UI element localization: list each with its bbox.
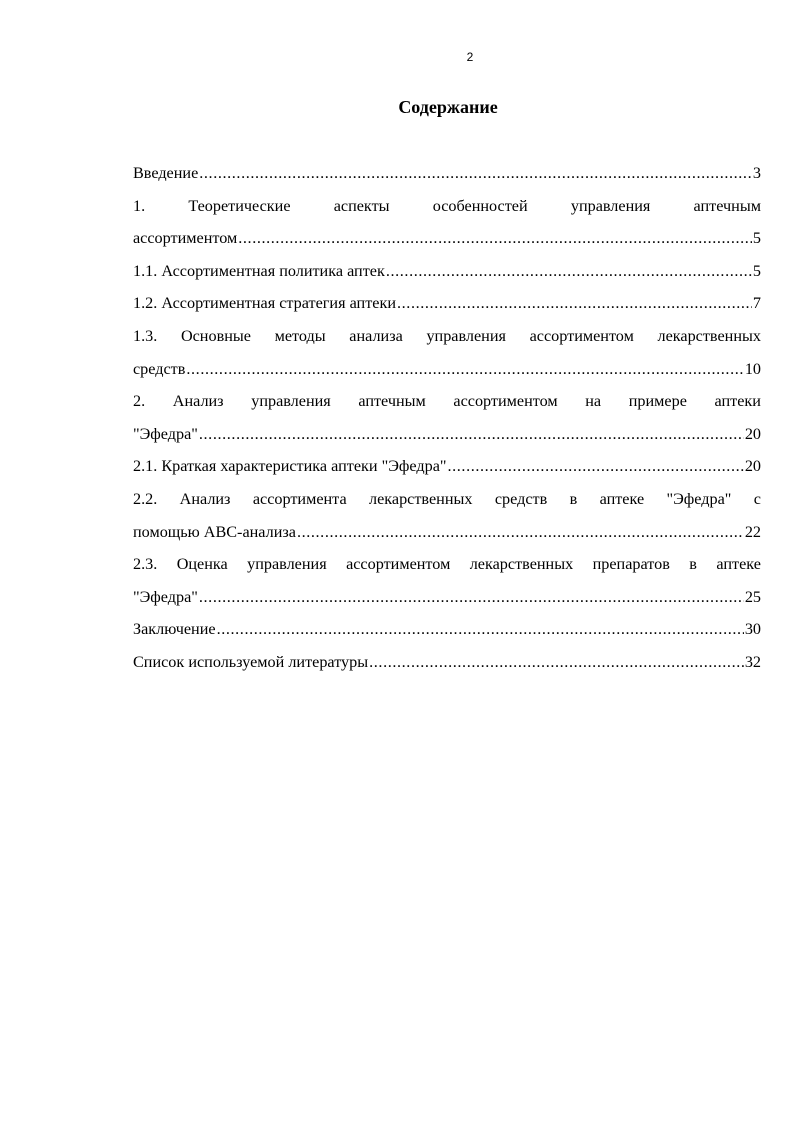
toc-page-number: 10 [744, 359, 761, 378]
toc-entry-line [133, 287, 761, 320]
table-of-contents [133, 157, 761, 679]
toc-heading-word: лекарственных [657, 326, 761, 345]
toc-heading-word: в [689, 555, 697, 574]
toc-entry[interactable] [133, 320, 761, 385]
toc-heading-word: в [569, 489, 578, 508]
toc-entry-line [133, 222, 761, 255]
toc-heading-word: аптечным [358, 392, 426, 411]
dot-leader [186, 353, 743, 386]
toc-heading-word: лекарственных [469, 555, 574, 574]
toc-entry-text: "Эфедра" [133, 424, 198, 443]
toc-entry-line [133, 353, 761, 386]
toc-heading-word: Анализ [179, 489, 231, 508]
toc-entry[interactable] [133, 385, 761, 450]
toc-heading-word: Оценка [176, 555, 228, 574]
toc-entry[interactable] [133, 483, 761, 548]
toc-heading-word: особенностей [432, 196, 528, 215]
toc-heading-word: 2.3. [133, 555, 158, 574]
toc-entry-heading-line [133, 548, 761, 581]
toc-entry[interactable] [133, 255, 761, 288]
toc-entry-text: помощью ABC-анализа [133, 522, 296, 541]
toc-entry-text: 1.1. Ассортиментная политика аптек [133, 261, 385, 280]
toc-page-number: 22 [744, 522, 761, 541]
dot-leader [397, 287, 752, 320]
dot-leader [199, 581, 744, 614]
toc-heading-word: 2. [133, 392, 146, 411]
toc-entry-heading-line [133, 320, 761, 353]
toc-heading-word: методы [274, 326, 326, 345]
toc-entry[interactable] [133, 190, 761, 255]
toc-heading-word: 1.3. [133, 326, 158, 345]
dot-leader [199, 418, 744, 451]
toc-page-number: 30 [744, 620, 761, 639]
toc-entry-text: 1.2. Ассортиментная стратегия аптеки [133, 294, 396, 313]
toc-heading-word: примере [628, 392, 687, 411]
toc-entry-line [133, 646, 761, 679]
toc-heading-word: анализа [349, 326, 403, 345]
toc-page-number: 5 [752, 229, 761, 248]
toc-entry-line [133, 450, 761, 483]
toc-heading-word: аптечным [693, 196, 761, 215]
toc-heading-word: с [753, 489, 761, 508]
toc-entry-text: 2.1. Краткая характеристика аптеки "Эфедра" [133, 457, 447, 476]
dot-leader [217, 613, 744, 646]
toc-page-number: 20 [744, 457, 761, 476]
toc-entry-line [133, 581, 761, 614]
toc-heading-word: 2.2. [133, 489, 158, 508]
toc-heading-word: Анализ [172, 392, 224, 411]
toc-page-number: 3 [752, 164, 761, 182]
toc-heading-word: аптеке [599, 489, 645, 508]
toc-entry-text: средств [133, 359, 186, 378]
toc-heading-word: средств [494, 489, 548, 508]
toc-page-number: 5 [752, 261, 761, 280]
toc-entry-line [133, 157, 761, 190]
toc-heading-word: 1. [133, 196, 146, 215]
toc-heading-word: аптеке [716, 555, 761, 574]
toc-heading-word: ассортиментом [453, 392, 558, 411]
toc-heading-word: ассортиментом [529, 326, 634, 345]
toc-entry-line [133, 613, 761, 646]
toc-heading-word: управления [247, 555, 327, 574]
toc-heading-word: Основные [180, 326, 251, 345]
toc-entry[interactable] [133, 157, 761, 190]
toc-heading-word: препаратов [592, 555, 670, 574]
toc-entry-line [133, 516, 761, 549]
toc-heading-word: управления [251, 392, 331, 411]
dot-leader [297, 516, 744, 549]
toc-heading-word: ассортимента [252, 489, 347, 508]
toc-heading-word: "Эфедра" [666, 489, 732, 508]
toc-heading-word: аспекты [333, 196, 390, 215]
toc-entry-text: Заключение [133, 620, 216, 639]
toc-entry[interactable] [133, 450, 761, 483]
toc-heading-word: Теоретические [188, 196, 291, 215]
toc-entry[interactable] [133, 613, 761, 646]
toc-heading-word: лекарственных [369, 489, 473, 508]
toc-page-number: 7 [752, 294, 761, 313]
toc-title: Содержание [398, 97, 498, 117]
dot-leader [386, 255, 752, 288]
toc-entry-heading-line [133, 385, 761, 418]
toc-heading-word: управления [426, 326, 506, 345]
toc-page-number: 20 [744, 424, 761, 443]
dot-leader [199, 157, 752, 190]
toc-page-number: 32 [744, 652, 761, 671]
toc-entry-heading-line [133, 190, 761, 223]
toc-entry[interactable] [133, 646, 761, 679]
dot-leader [447, 450, 743, 483]
toc-heading-word: аптеки [714, 392, 761, 411]
toc-heading-word: ассортиментом [346, 555, 451, 574]
toc-entry-text: Введение [133, 164, 199, 182]
toc-entry[interactable] [133, 287, 761, 320]
toc-entry-line [133, 418, 761, 451]
toc-entry[interactable] [133, 548, 761, 613]
page-number: 2 [466, 50, 474, 64]
toc-entry-text: Список используемой литературы [133, 652, 369, 671]
dot-leader [238, 222, 752, 255]
toc-heading-word: управления [570, 196, 651, 215]
toc-entry-text: "Эфедра" [133, 587, 198, 606]
toc-entry-text: ассортиментом [133, 229, 238, 248]
toc-page-number: 25 [744, 587, 761, 606]
toc-entry-line [133, 255, 761, 288]
toc-entry-heading-line [133, 483, 761, 516]
dot-leader [369, 646, 744, 679]
toc-heading-word: на [585, 392, 602, 411]
